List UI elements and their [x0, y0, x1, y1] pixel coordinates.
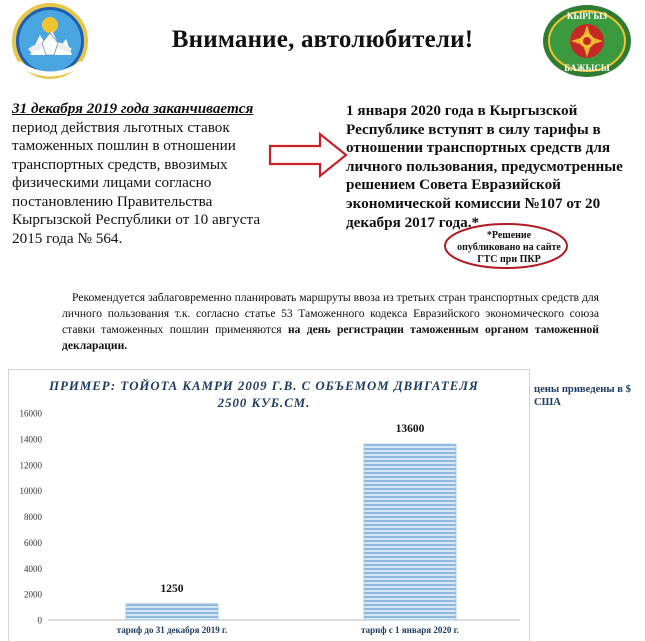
chart-title: ПРИМЕР: ТОЙОТА КАМРИ 2009 Г.В. С ОБЪЕМОМ ДВИГАТЕЛЯ 2500 КУБ.СМ.	[49, 379, 479, 410]
bar	[364, 444, 456, 620]
y-tick-label: 0	[37, 615, 42, 626]
y-tick-label: 14000	[19, 434, 42, 445]
left-body-text: период действия льготных ставок таможенных пошлин в отношении транспортных средств, ввозимых физическими лицами согласно постановлению Правительства Кыргызской Республики от 10 августа 2015 года № 564.	[12, 118, 261, 247]
customs-logo-bottom-text: БАЖЫСЫ	[564, 63, 610, 73]
bar-data-label: 1250	[160, 582, 184, 595]
y-tick-label: 12000	[19, 460, 42, 471]
footnote-text: *Решение опубликовано на сайте ГТС при ПКР	[457, 230, 561, 265]
recommendation-bold-text: на день регистрации таможенным органом таможенной декларации.	[62, 323, 599, 352]
customs-logo-top-text: КЫРГЫЗ	[566, 11, 608, 21]
x-category-label: тариф с 1 января 2020 г.	[361, 625, 459, 635]
right-text-block: 1 января 2020 года в Кыргызской Республике вступят в силу тарифы в отношении транспортных средств для личного пользования, предусмотренные решением Совета Евразийской экономической комиссии №107 от 20 декабря 2017 года.*	[346, 102, 623, 231]
units-note: цены приведены в $ США	[534, 384, 631, 408]
y-tick-label: 6000	[24, 537, 42, 548]
y-tick-label: 10000	[19, 486, 42, 497]
bar	[126, 604, 218, 620]
recommendation-text: Рекомендуется заблаговременно планировать маршруты ввоза из третьих стран транспортных средств для личного пользования т.к. согласно статье 53 Таможенного кодекса Евразийского экономического союза ставки таможенных пошлин применяются	[62, 291, 599, 336]
left-lead-text: 31 декабря 2019 года заканчивается	[12, 100, 254, 117]
x-category-label: тариф до 31 декабря 2019 г.	[116, 625, 228, 635]
page-title: Внимание, автолюбители!	[171, 26, 474, 53]
bar-data-label: 13600	[395, 423, 425, 436]
y-tick-label: 8000	[24, 512, 42, 522]
y-tick-label: 16000	[19, 408, 42, 419]
y-tick-label: 4000	[24, 563, 42, 574]
y-tick-label: 2000	[24, 589, 42, 600]
